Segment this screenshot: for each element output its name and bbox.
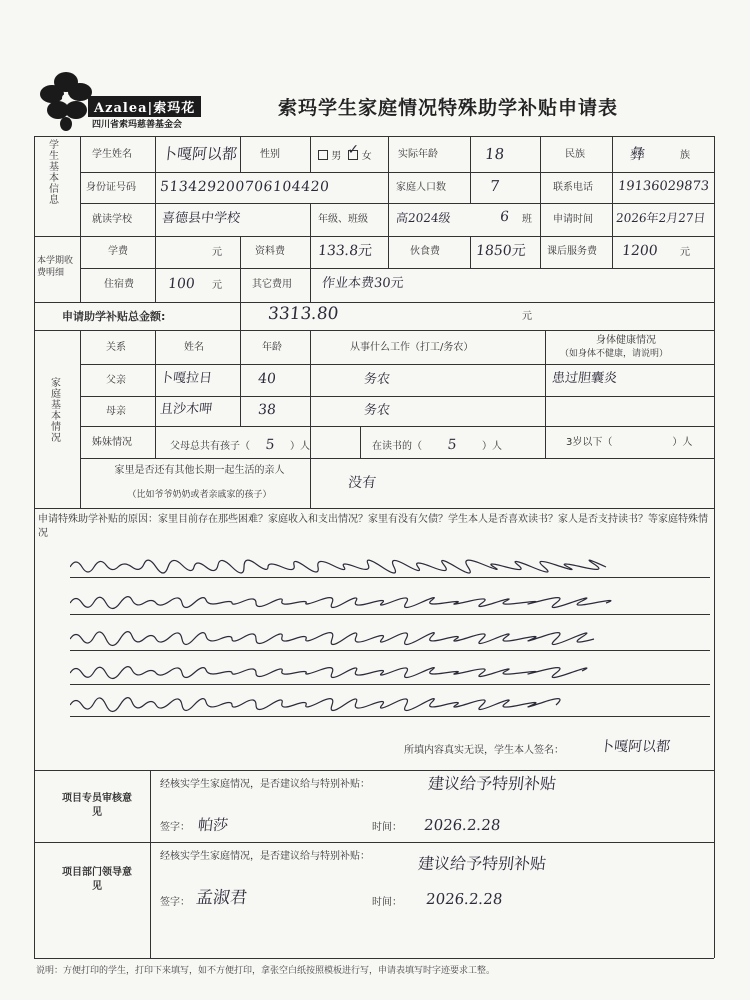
lodging-label: 住宿费 — [104, 279, 134, 290]
grid-line — [34, 842, 714, 843]
gender-male-label: 男 — [331, 151, 342, 162]
grid-line — [80, 396, 714, 397]
grid-line — [80, 268, 714, 269]
actual-age-label: 实际年龄 — [398, 149, 438, 160]
section-label-family: 家庭基本情况 — [51, 378, 61, 444]
grid-line — [155, 136, 156, 236]
reason-line-4 — [70, 660, 710, 682]
meals-value: 1850元 — [475, 243, 527, 259]
father-health-value: 患过胆囊炎 — [551, 371, 618, 386]
reason-line-1 — [70, 553, 710, 575]
apply-time-value: 2026年2月27日 — [615, 211, 707, 225]
tuition-label: 学费 — [108, 246, 128, 257]
dept-date-value: 2026.2.28 — [425, 890, 504, 908]
siblings-label: 姊妹情况 — [92, 437, 132, 448]
grid-line — [612, 136, 613, 172]
grid-line — [360, 426, 361, 458]
mother-label: 母亲 — [106, 406, 126, 417]
other-fees-label: 其它费用 — [252, 279, 292, 290]
project-signer-value: 帕莎 — [197, 816, 230, 834]
lodging-value: 100 — [167, 276, 196, 292]
dept-opinion-value: 建议给予特别补贴 — [417, 854, 548, 873]
grade-class-label: 年级、班级 — [318, 214, 368, 225]
grid-line — [470, 236, 471, 268]
mother-age-value: 38 — [257, 402, 277, 418]
father-name-value: 卜嘎拉日 — [159, 371, 213, 386]
relation-header: 关系 — [106, 342, 126, 353]
children-under3-unit: ）人 — [672, 437, 693, 448]
student-signature: 卜嘎阿以都 — [599, 739, 671, 755]
children-total-value: 5 — [264, 437, 276, 453]
children-school-value: 5 — [446, 437, 458, 453]
children-total-label: 父母总共有孩子（ — [170, 441, 250, 452]
grid-line — [714, 136, 715, 958]
gender-options — [318, 142, 372, 162]
foundation-name: 四川省索玛慈善基金会 — [92, 120, 183, 130]
grid-line — [240, 302, 241, 330]
dept-signer-value: 孟淑君 — [195, 888, 249, 908]
writing-rule — [70, 614, 710, 615]
grid-line — [545, 330, 546, 458]
foundation-logo — [38, 68, 228, 132]
brand-name: Azalea|索玛花 — [88, 96, 201, 117]
grid-line — [155, 426, 156, 458]
after-school-label: 课后服务费 — [547, 246, 597, 257]
reason-prompt: 申请特殊助学补贴的原因：家里目前存在那些困难？家庭收入和支出情况？家里有没有欠债？学生本人是否喜欢读书？家人是否支持读书？等家庭特殊情况 — [38, 514, 708, 539]
grid-line — [34, 958, 714, 959]
writing-rule — [70, 684, 710, 685]
dept-review-label: 项目部门领导意见 — [62, 867, 132, 892]
grid-line — [150, 770, 151, 958]
actual-age-value: 18 — [484, 145, 506, 163]
grid-line — [155, 236, 156, 302]
books-value: 133.8元 — [317, 243, 373, 259]
section-label-fees: 本学期收费明细 — [37, 256, 74, 278]
grid-line — [540, 236, 541, 268]
student-name-label: 学生姓名 — [92, 149, 132, 160]
ethnicity-value: 彝 — [629, 145, 647, 163]
health-header: 身体健康情况 — [596, 335, 656, 346]
grid-line — [155, 330, 156, 426]
id-number-label: 身份证号码 — [86, 182, 136, 193]
grid-line — [388, 236, 389, 268]
grid-line — [240, 236, 241, 302]
children-school-row — [372, 438, 502, 452]
dept-verify-prompt: 经核实学生家庭情况，是否建议给与特别补贴： — [160, 851, 370, 862]
project-verify-prompt: 经核实学生家庭情况，是否建议给与特别补贴： — [160, 779, 370, 790]
class-suffix: 班 — [522, 214, 532, 225]
total-unit: 元 — [522, 311, 532, 322]
grid-line — [240, 136, 241, 172]
books-label: 资料费 — [255, 246, 285, 257]
school-label: 就读学校 — [92, 214, 132, 225]
total-label: 申请助学补贴总金额: — [62, 310, 166, 323]
tuition-unit: 元 — [212, 247, 222, 258]
contact-phone-label: 联系电话 — [553, 182, 593, 193]
grid-line — [34, 136, 35, 958]
grid-line — [310, 330, 311, 458]
grid-line — [470, 136, 471, 172]
dept-time-label: 时间： — [372, 897, 402, 908]
section-label-student: 学生基本信息 — [49, 140, 59, 206]
dept-sign-label: 签字： — [160, 897, 190, 908]
class-number-value: 6 — [499, 209, 510, 225]
other-members-value: 没有 — [347, 475, 377, 491]
grid-line — [310, 136, 311, 172]
gender-female-label: 女 — [361, 151, 372, 162]
father-job-value: 务农 — [363, 372, 391, 387]
reason-line-5 — [70, 692, 690, 714]
mother-job-value: 务农 — [363, 403, 391, 418]
school-value: 喜德县中学校 — [161, 211, 241, 226]
reason-line-2 — [70, 590, 710, 612]
children-school-label: 在读书的（ — [372, 441, 422, 452]
writing-rule — [70, 650, 710, 651]
grade-value: 高2024级 — [395, 211, 452, 225]
grid-line — [80, 236, 81, 302]
checkbox-male-icon — [318, 150, 328, 160]
total-amount-value: 3313.80 — [267, 304, 340, 324]
health-note: （如身体不健康，请说明） — [560, 349, 669, 359]
grid-line — [80, 172, 714, 173]
id-number-value: 513429200706104420 — [159, 179, 331, 195]
children-under3-row — [566, 438, 692, 448]
footer-note: 说明：方便打印的学生，打印下来填写，如不方便打印，拿张空白纸按照模板进行写，申请表填写时字迹要求工整。 — [36, 966, 496, 976]
ethnicity-suffix: 族 — [680, 150, 690, 161]
grid-line — [80, 136, 81, 236]
meals-label: 伙食费 — [410, 246, 440, 257]
other-fees-value: 作业本费30元 — [321, 276, 405, 291]
grid-line — [540, 136, 541, 236]
grid-line — [612, 172, 613, 236]
grid-line — [310, 203, 311, 236]
apply-time-label: 申请时间 — [553, 214, 593, 225]
other-members-label: 家里是否还有其他长期一起生活的亲人 — [114, 465, 285, 476]
grid-line — [34, 330, 714, 331]
name-header: 姓名 — [184, 342, 204, 353]
ethnicity-label: 民族 — [565, 149, 585, 160]
writing-rule — [70, 577, 710, 578]
family-size-value: 7 — [489, 177, 501, 195]
age-header: 年龄 — [262, 342, 282, 353]
grid-line — [310, 458, 311, 508]
other-members-note: （比如爷爷奶奶或者亲戚家的孩子） — [127, 490, 272, 500]
project-opinion-value: 建议给予特别补贴 — [427, 774, 558, 793]
grid-line — [80, 364, 714, 365]
grid-line — [240, 330, 241, 426]
student-name-value: 卜嘎阿以都 — [161, 145, 239, 163]
contact-phone-value: 19136029873 — [617, 179, 710, 194]
after-school-value: 1200 — [621, 243, 659, 259]
grid-line — [388, 136, 389, 236]
project-date-value: 2026.2.28 — [423, 816, 502, 834]
children-under3-label: 3岁以下（ — [566, 437, 613, 448]
lodging-unit: 元 — [212, 280, 222, 291]
grid-line — [34, 302, 714, 303]
grid-line — [612, 236, 613, 268]
grid-line — [34, 508, 714, 509]
occupation-header: 从事什么工作（打工/务农） — [350, 342, 474, 353]
form-title: 索玛学生家庭情况特殊助学补贴申请表 — [278, 97, 619, 119]
project-time-label: 时间： — [372, 822, 402, 833]
grid-line — [310, 236, 311, 302]
truth-statement: 所填内容真实无误，学生本人签名： — [404, 745, 564, 756]
father-age-value: 40 — [257, 371, 277, 387]
grid-line — [80, 458, 714, 459]
project-review-label: 项目专员审核意见 — [62, 793, 132, 818]
mother-name-value: 且沙木呷 — [159, 402, 213, 417]
grid-line — [80, 203, 714, 204]
gender-label: 性别 — [260, 149, 280, 160]
children-total-unit: ）人 — [290, 441, 310, 452]
father-label: 父亲 — [106, 375, 126, 386]
children-school-unit: ）人 — [482, 441, 502, 452]
grid-line — [80, 330, 81, 508]
family-size-label: 家庭人口数 — [396, 182, 446, 193]
grid-line — [34, 770, 714, 771]
checkbox-female-icon: ✓ — [347, 142, 360, 158]
after-school-unit: 元 — [680, 247, 690, 258]
grid-line — [470, 172, 471, 203]
grid-line — [80, 426, 714, 427]
children-total-row — [170, 438, 310, 452]
project-sign-label: 签字： — [160, 822, 190, 833]
writing-rule — [70, 716, 710, 717]
reason-line-3 — [70, 626, 710, 648]
